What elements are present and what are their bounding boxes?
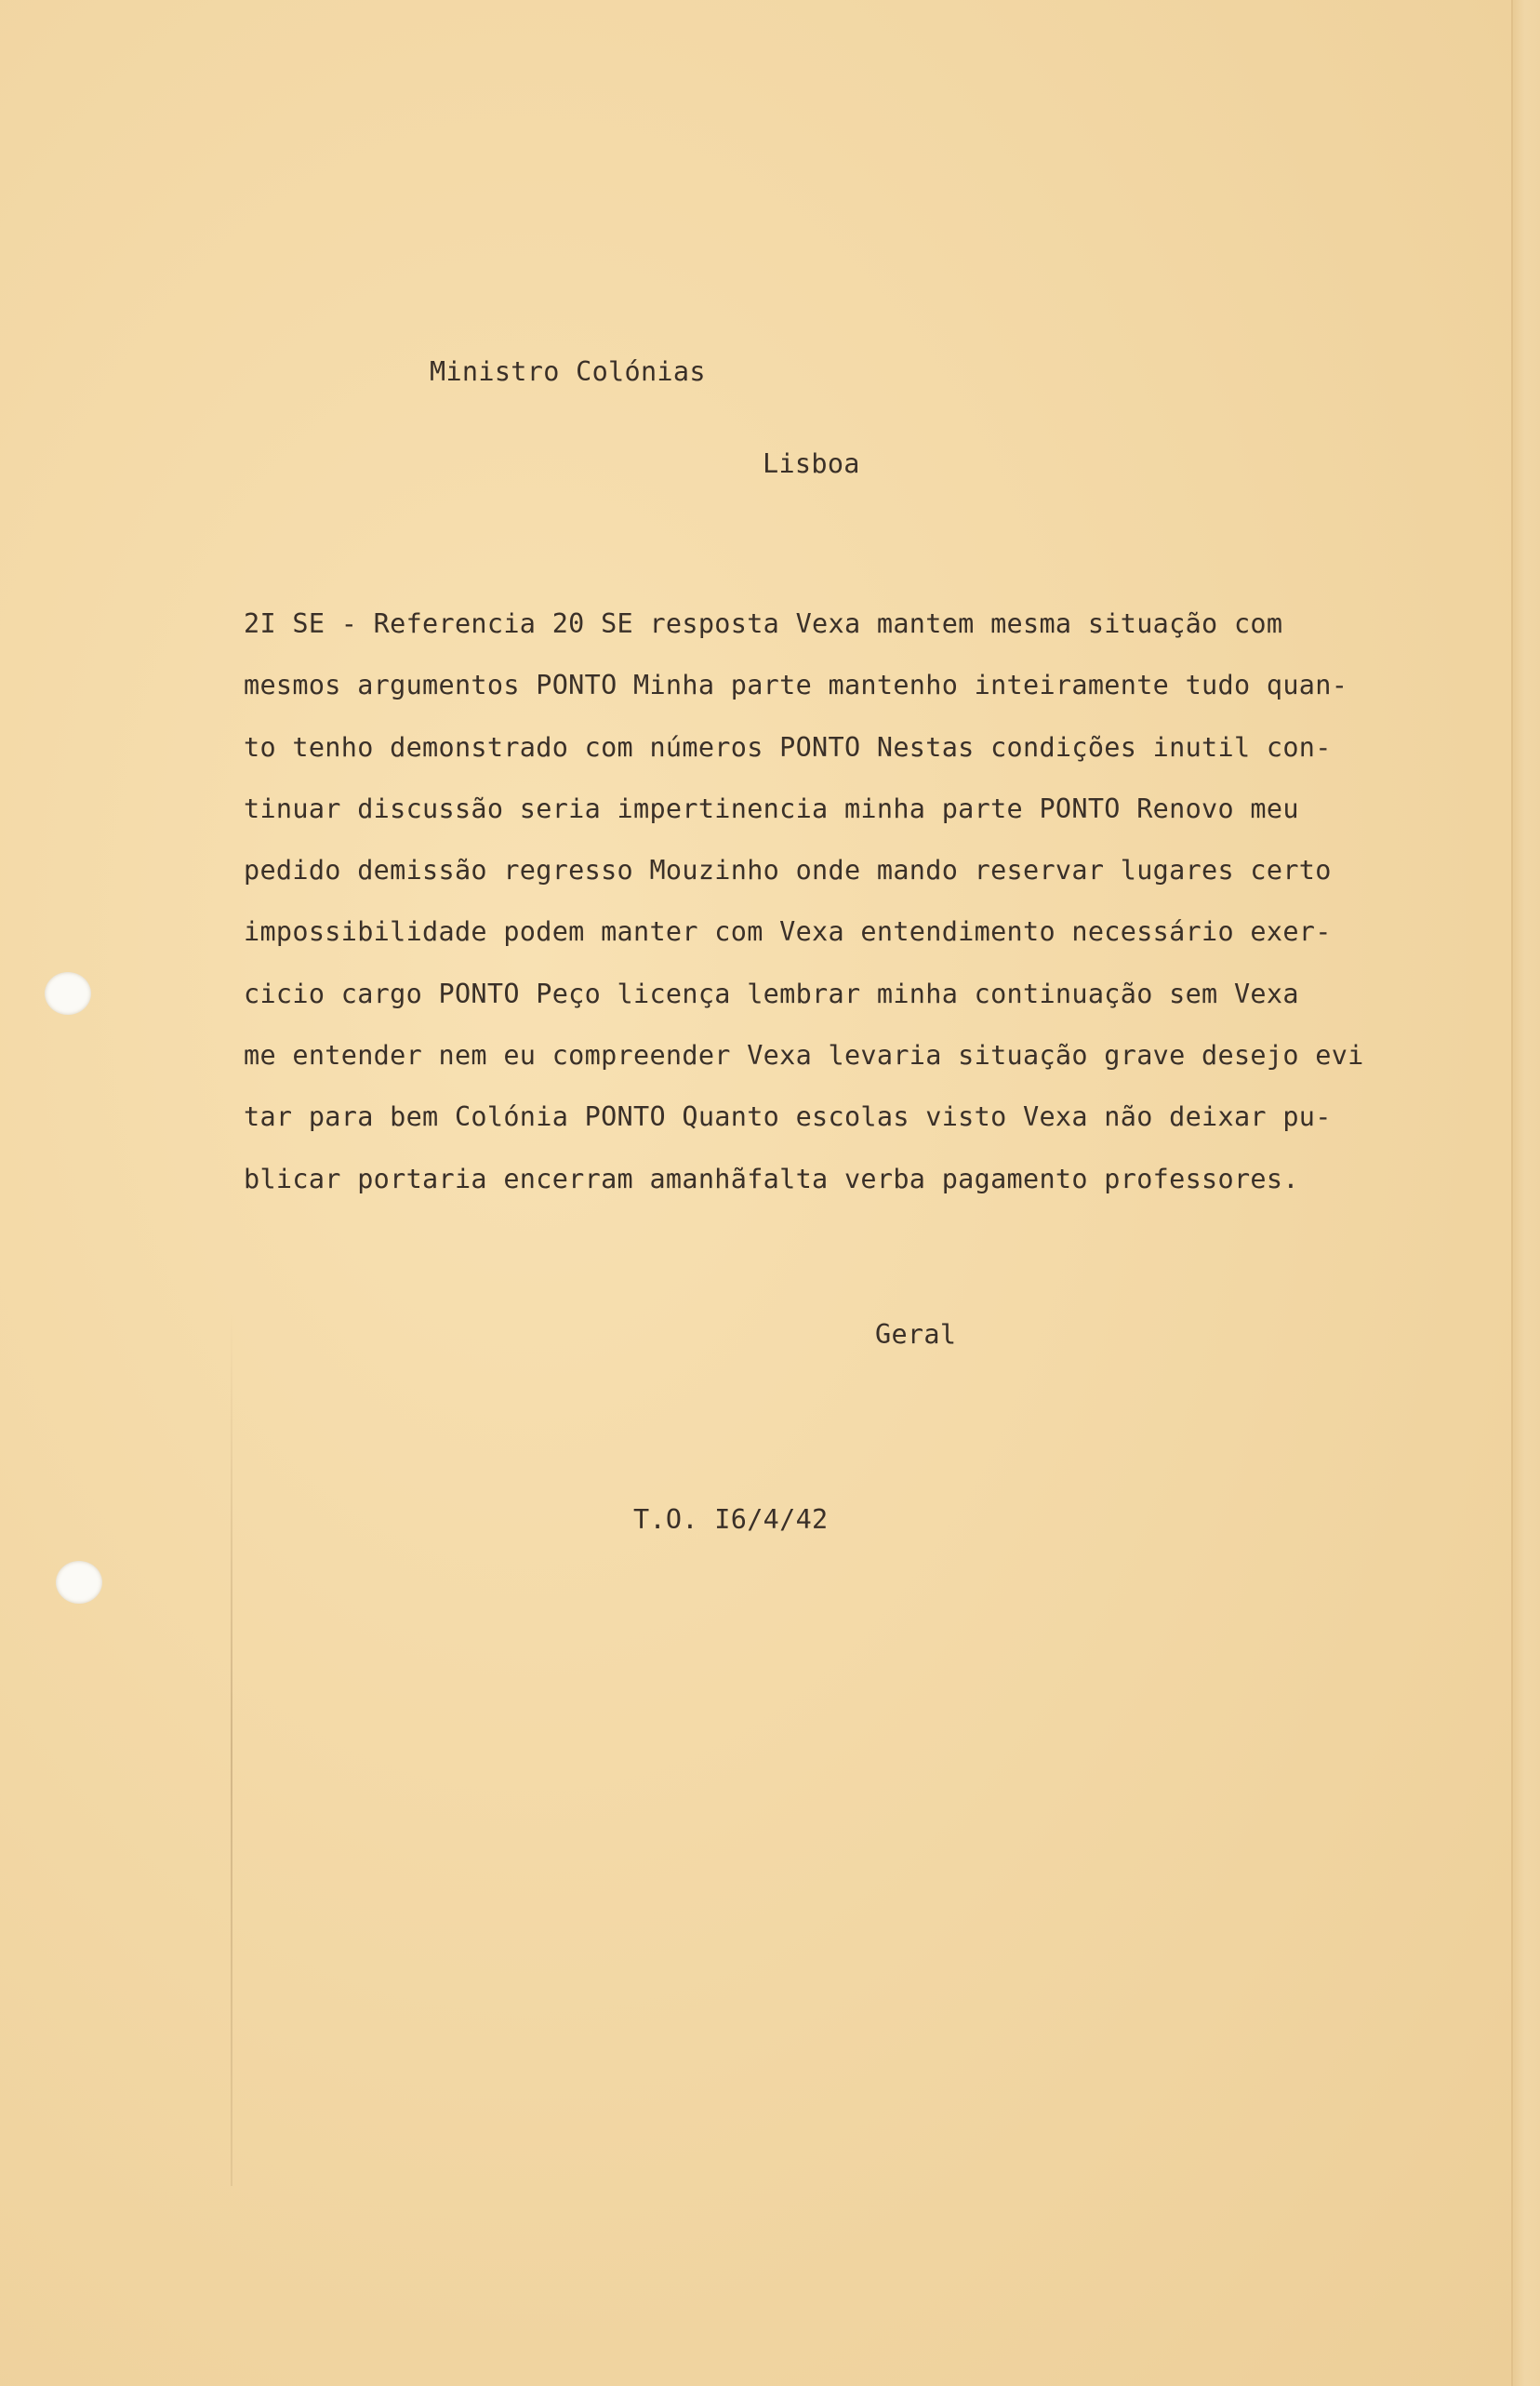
body-line: tinuar discussão seria impertinencia minha parte PONTO Renovo meu (244, 793, 1299, 824)
body-line: cicio cargo PONTO Peço licença lembrar minha continuação sem Vexa (244, 978, 1299, 1009)
body-line: tar para bem Colónia PONTO Quanto escolas visto Vexa não deixar pu- (244, 1101, 1332, 1133)
punch-hole-top (45, 972, 91, 1015)
body-line: blicar portaria encerram amanhãfalta verba pagamento professores. (244, 1163, 1299, 1194)
signature: Geral (875, 1319, 957, 1350)
body-line: pedido demissão regresso Mouzinho onde mando reservar lugares certo (244, 855, 1332, 886)
punch-hole-bottom (56, 1561, 102, 1604)
telegram-body (244, 600, 1527, 1217)
body-line: 2I SE - Referencia 20 SE resposta Vexa mantem mesma situação com (244, 608, 1283, 639)
body-line: impossibilidade podem manter com Vexa entendimento necessário exer- (244, 916, 1332, 948)
paper-fold-mark (231, 1312, 232, 2186)
city-line: Lisboa (763, 448, 860, 479)
dateline: T.O. I6/4/42 (633, 1504, 829, 1535)
recipient-line: Ministro Colónias (430, 356, 706, 387)
body-line: to tenho demonstrado com números PONTO Nestas condições inutil con- (244, 731, 1332, 763)
body-line: mesmos argumentos PONTO Minha parte mantenho inteiramente tudo quan- (244, 670, 1348, 701)
body-line: me entender nem eu compreender Vexa levaria situação grave desejo evi (244, 1040, 1364, 1072)
